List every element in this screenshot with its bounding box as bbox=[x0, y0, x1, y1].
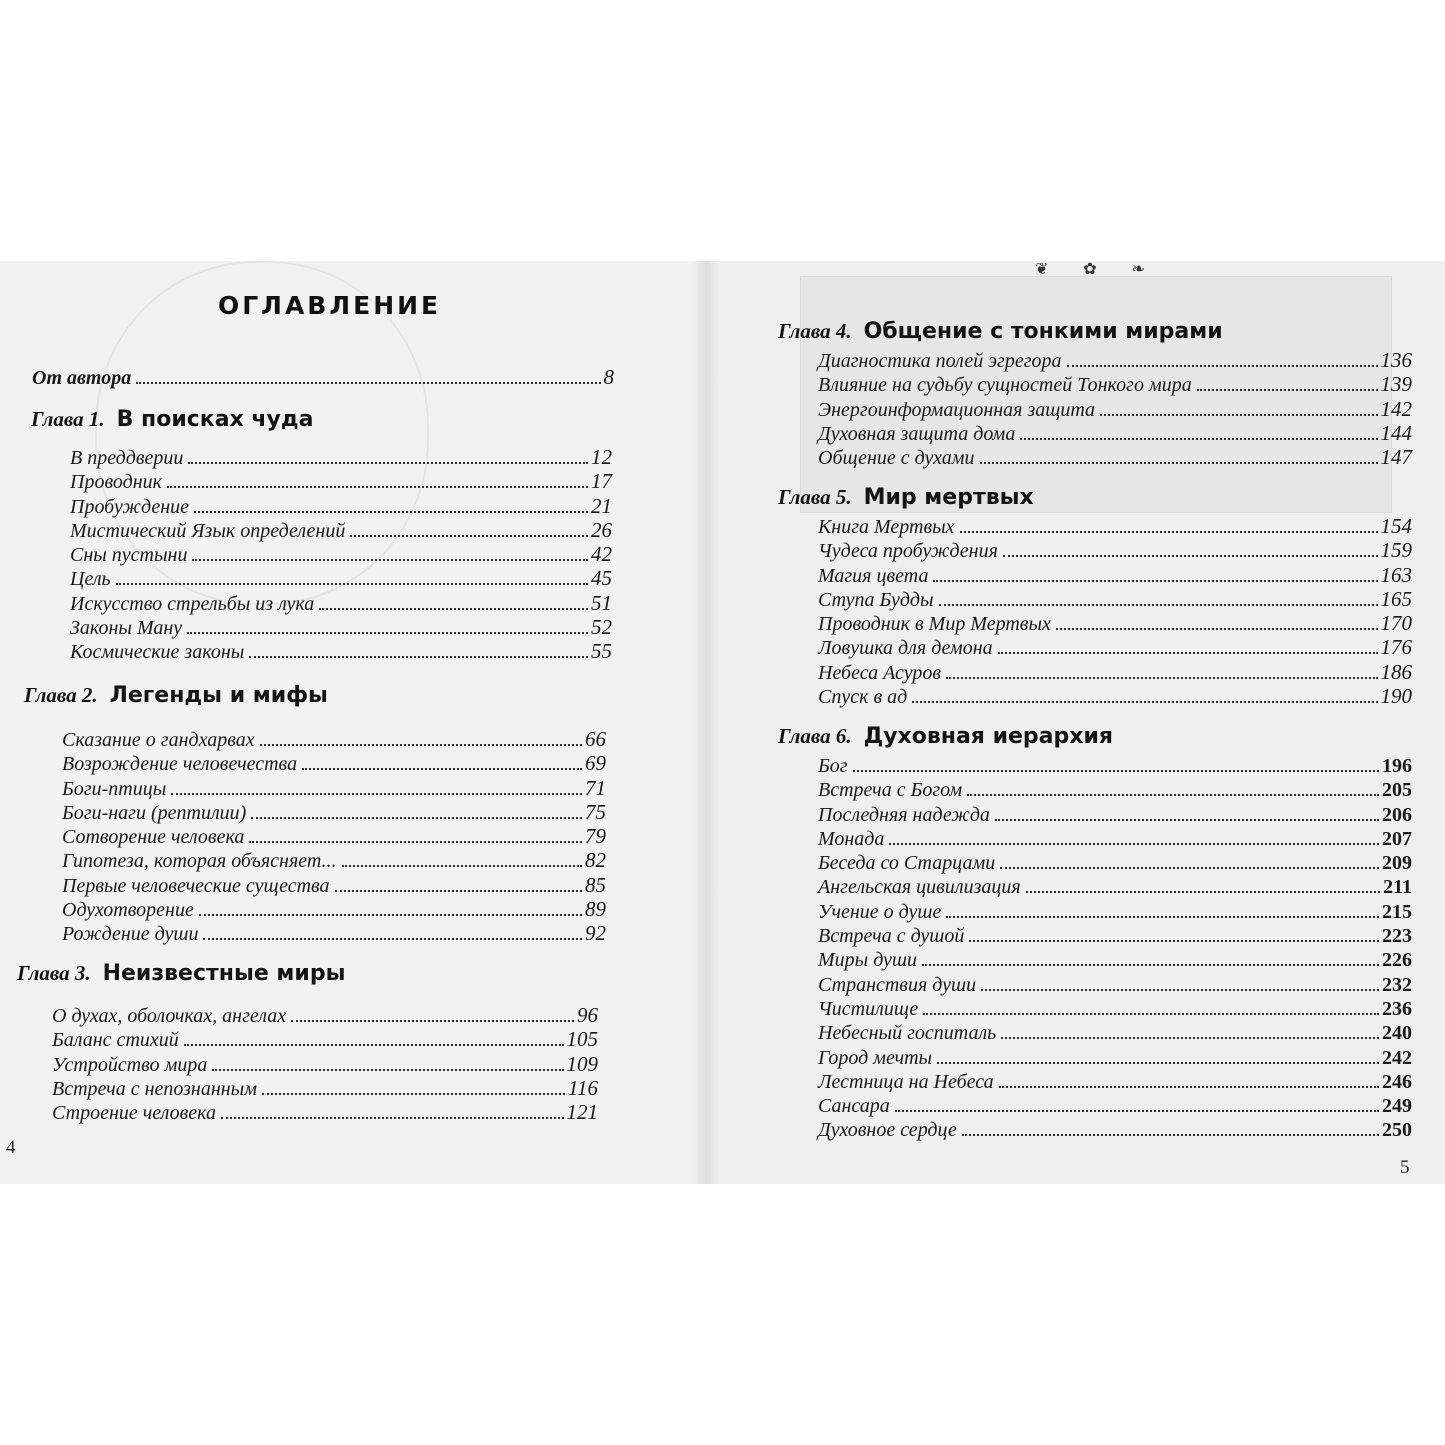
entry-title: Ловушка для демона bbox=[818, 637, 993, 660]
toc-entry[interactable] bbox=[62, 727, 606, 751]
entry-page: 226 bbox=[1382, 949, 1412, 972]
toc-entry[interactable] bbox=[818, 1021, 1412, 1045]
toc-entry[interactable] bbox=[818, 754, 1412, 778]
entry-page: 8 bbox=[603, 365, 614, 389]
toc-entry[interactable] bbox=[818, 997, 1412, 1021]
toc-entry[interactable] bbox=[818, 538, 1412, 562]
entry-page: 45 bbox=[591, 566, 612, 591]
entry-title: Сотворение человека bbox=[62, 826, 245, 849]
dot-leader bbox=[249, 656, 588, 658]
dot-leader bbox=[1197, 389, 1378, 391]
dot-leader bbox=[251, 817, 582, 819]
toc-entry[interactable] bbox=[818, 1046, 1412, 1070]
entry-title: Общение с духами bbox=[818, 447, 975, 470]
entry-title: Беседа со Старцами bbox=[818, 852, 996, 875]
entry-page: 170 bbox=[1380, 611, 1412, 636]
dot-leader bbox=[980, 462, 1378, 464]
entry-title: Боги-наги (рептилии) bbox=[62, 801, 247, 824]
entry-page: 105 bbox=[566, 1027, 598, 1052]
dot-leader bbox=[969, 940, 1379, 942]
toc-entry[interactable] bbox=[818, 900, 1412, 924]
dot-leader bbox=[933, 580, 1377, 582]
entry-title: Первые человеческие существа bbox=[62, 874, 330, 897]
toc-entry[interactable] bbox=[818, 973, 1412, 997]
chapter-entries bbox=[62, 727, 606, 946]
page-title: ОГЛАВЛЕНИЕ bbox=[218, 291, 442, 320]
dot-leader bbox=[895, 1110, 1379, 1112]
chapter-entries bbox=[52, 1003, 598, 1124]
entry-page: 186 bbox=[1380, 659, 1412, 684]
entry-page: 246 bbox=[1382, 1070, 1412, 1093]
entry-title: Строение человека bbox=[52, 1102, 217, 1125]
entry-page: 207 bbox=[1382, 827, 1412, 850]
toc-entry[interactable] bbox=[818, 372, 1412, 396]
entry-page: 176 bbox=[1380, 635, 1412, 660]
entry-title: Духовная защита дома bbox=[818, 422, 1016, 445]
chapter-heading[interactable] bbox=[17, 961, 345, 986]
chapter-name: Неизвестные миры bbox=[102, 961, 346, 986]
dot-leader bbox=[171, 793, 582, 795]
entry-page: 190 bbox=[1380, 684, 1412, 709]
book-gutter bbox=[690, 261, 720, 1184]
page-number: 5 bbox=[1400, 1157, 1410, 1178]
dot-leader bbox=[184, 1044, 564, 1046]
chapter-label: Глава 3. bbox=[17, 961, 91, 985]
entry-page: 96 bbox=[577, 1003, 598, 1027]
entry-page: 51 bbox=[591, 590, 612, 615]
entry-title: Духовное сердце bbox=[818, 1119, 957, 1142]
chapter-name: Легенды и мифы bbox=[109, 683, 328, 708]
entry-page: 109 bbox=[566, 1051, 598, 1076]
dot-leader bbox=[1000, 867, 1379, 869]
chapter-entries bbox=[818, 754, 1412, 1143]
entry-page: 92 bbox=[585, 921, 606, 946]
entry-title: Диагностика полей эгрегора bbox=[818, 350, 1062, 372]
entry-title: Пробуждение bbox=[70, 495, 189, 518]
toc-entry[interactable] bbox=[818, 563, 1412, 587]
entry-title: Сказание о гандхарвах bbox=[62, 729, 255, 751]
dot-leader bbox=[167, 486, 588, 488]
entry-title: Чистилище bbox=[818, 997, 919, 1020]
dot-leader bbox=[1026, 891, 1380, 893]
dot-leader bbox=[136, 382, 600, 384]
entry-page: 211 bbox=[1383, 876, 1412, 899]
toc-entry[interactable] bbox=[818, 827, 1412, 851]
dot-leader bbox=[946, 916, 1379, 918]
dot-leader bbox=[962, 1134, 1379, 1136]
entry-title: Книга Мертвых bbox=[818, 516, 955, 538]
entry-page: 26 bbox=[591, 517, 612, 542]
toc-entry[interactable] bbox=[70, 639, 612, 663]
toc-entry[interactable] bbox=[818, 1094, 1412, 1118]
entry-page: 89 bbox=[585, 897, 606, 922]
toc-entry[interactable] bbox=[70, 542, 612, 566]
entry-page: 85 bbox=[585, 872, 606, 897]
toc-entry[interactable] bbox=[818, 1118, 1412, 1142]
dot-leader bbox=[1100, 414, 1377, 416]
toc-entry[interactable] bbox=[62, 873, 606, 897]
entry-title: Устройство мира bbox=[52, 1053, 208, 1076]
chapter-label: Глава 6. bbox=[778, 724, 852, 748]
entry-page: 249 bbox=[1382, 1095, 1412, 1118]
entry-title: Гипотеза, которая объясняет... bbox=[62, 850, 337, 873]
entry-page: 69 bbox=[585, 751, 606, 776]
dot-leader bbox=[923, 1013, 1379, 1015]
entry-title: От автора bbox=[32, 367, 132, 389]
page-number: 4 bbox=[6, 1137, 16, 1158]
leaf-ornament-icon: ❧ bbox=[1131, 261, 1145, 278]
toc-entry[interactable] bbox=[818, 875, 1412, 899]
chapter-label: Глава 2. bbox=[24, 683, 98, 707]
chapter-label: Глава 1. bbox=[31, 407, 105, 431]
entry-page: 223 bbox=[1382, 925, 1412, 948]
entry-page: 215 bbox=[1382, 900, 1412, 923]
chapter-heading[interactable] bbox=[24, 683, 328, 708]
entry-page: 121 bbox=[566, 1100, 598, 1125]
entry-title: Чудеса пробуждения bbox=[818, 540, 998, 563]
dot-leader bbox=[967, 794, 1379, 796]
dot-leader bbox=[937, 1062, 1379, 1064]
entry-page: 236 bbox=[1382, 997, 1412, 1020]
toc-entry[interactable] bbox=[70, 615, 612, 639]
entry-title: Законы Ману bbox=[70, 617, 183, 640]
entry-title: Встреча с непознанным bbox=[52, 1077, 257, 1100]
entry-page: 209 bbox=[1382, 852, 1412, 875]
entry-title: В преддверии bbox=[70, 447, 184, 469]
entry-page: 75 bbox=[585, 799, 606, 824]
entry-page: 242 bbox=[1382, 1046, 1412, 1069]
toc-entry[interactable] bbox=[62, 751, 606, 775]
entry-title: Баланс стихий bbox=[52, 1029, 179, 1052]
entry-title: Боги-птицы bbox=[62, 777, 167, 800]
entry-title: Сансара bbox=[818, 1095, 890, 1118]
entry-title: Учение о душе bbox=[818, 900, 942, 923]
chapter-name: Мир мертвых bbox=[863, 485, 1034, 510]
chapter-label: Глава 4. bbox=[778, 319, 852, 343]
toc-entry[interactable] bbox=[818, 421, 1412, 445]
toc-entry[interactable] bbox=[818, 684, 1412, 708]
entry-page: 12 bbox=[591, 445, 612, 469]
entry-title: Ступа Будды bbox=[818, 588, 934, 611]
toc-entry[interactable] bbox=[62, 824, 606, 848]
entry-title: Бог bbox=[818, 755, 848, 777]
entry-page: 165 bbox=[1380, 586, 1412, 611]
dot-leader bbox=[260, 744, 582, 746]
entry-title: Монада bbox=[818, 827, 885, 850]
toc-entry[interactable] bbox=[818, 660, 1412, 684]
dot-leader bbox=[262, 1093, 565, 1095]
toc-entry[interactable] bbox=[818, 587, 1412, 611]
leaf-ornament-icon: ❦ bbox=[1035, 261, 1049, 278]
dot-leader bbox=[249, 841, 582, 843]
entry-page: 147 bbox=[1380, 445, 1412, 470]
dot-leader bbox=[1003, 555, 1378, 557]
dot-leader bbox=[199, 914, 582, 916]
dot-leader bbox=[912, 701, 1377, 703]
entry-title: Мистический Язык определений bbox=[70, 519, 346, 542]
toc-entry[interactable] bbox=[62, 776, 606, 800]
entry-page: 71 bbox=[585, 775, 606, 800]
entry-page: 250 bbox=[1382, 1119, 1412, 1142]
entry-page: 144 bbox=[1380, 420, 1412, 445]
entry-page: 66 bbox=[585, 727, 606, 751]
entry-title: Магия цвета bbox=[818, 564, 929, 587]
toc-entry[interactable] bbox=[818, 851, 1412, 875]
toc-entry[interactable] bbox=[818, 1070, 1412, 1094]
left-page bbox=[0, 261, 705, 1184]
entry-page: 205 bbox=[1382, 779, 1412, 802]
chapter-heading[interactable] bbox=[778, 485, 1034, 510]
toc-entry[interactable] bbox=[818, 514, 1412, 538]
chapter-heading[interactable] bbox=[31, 407, 313, 432]
toc-entry[interactable] bbox=[70, 494, 612, 518]
dot-leader bbox=[188, 462, 588, 464]
entry-page: 159 bbox=[1380, 538, 1412, 563]
entry-title: Встреча с душой bbox=[818, 925, 965, 948]
dot-leader bbox=[221, 1117, 563, 1119]
toc-entry[interactable] bbox=[52, 1003, 598, 1027]
entry-page: 232 bbox=[1382, 973, 1412, 996]
toc-entry[interactable] bbox=[62, 921, 606, 945]
toc-entry[interactable] bbox=[62, 897, 606, 921]
dot-leader bbox=[212, 1069, 563, 1071]
toc-entry[interactable] bbox=[818, 778, 1412, 802]
chapter-entries bbox=[70, 445, 612, 664]
dot-leader bbox=[1020, 438, 1377, 440]
dot-leader bbox=[350, 535, 588, 537]
dot-leader bbox=[335, 890, 582, 892]
right-page bbox=[705, 261, 1445, 1184]
entry-page: 79 bbox=[585, 824, 606, 849]
toc-entry[interactable] bbox=[70, 445, 612, 469]
entry-page: 139 bbox=[1380, 372, 1412, 397]
entry-title: Встреча с Богом bbox=[818, 779, 963, 802]
dot-leader bbox=[853, 770, 1379, 772]
dot-leader bbox=[995, 819, 1379, 821]
chapter-heading[interactable] bbox=[778, 319, 1223, 344]
dot-leader bbox=[939, 604, 1378, 606]
toc-entry[interactable] bbox=[70, 518, 612, 542]
dot-leader bbox=[187, 632, 588, 634]
entry-page: 136 bbox=[1380, 348, 1412, 372]
toc-entry[interactable] bbox=[818, 348, 1412, 372]
toc-entry[interactable] bbox=[70, 566, 612, 590]
dot-leader bbox=[192, 559, 588, 561]
entry-title: Проводник bbox=[70, 471, 162, 494]
entry-page: 163 bbox=[1380, 562, 1412, 587]
dot-leader bbox=[889, 843, 1379, 845]
toc-entry[interactable] bbox=[52, 1052, 598, 1076]
toc-entry[interactable] bbox=[818, 445, 1412, 469]
dot-leader bbox=[302, 768, 582, 770]
entry-page: 196 bbox=[1382, 755, 1412, 777]
entry-page: 206 bbox=[1382, 803, 1412, 826]
entry-title: Влияние на судьбу сущностей Тонкого мира bbox=[818, 374, 1192, 397]
dot-leader bbox=[1067, 365, 1378, 367]
dot-leader bbox=[342, 865, 582, 867]
entry-title: Странствия души bbox=[818, 973, 977, 996]
entry-title: О духах, оболочках, ангелах bbox=[52, 1005, 287, 1027]
dot-leader bbox=[319, 608, 588, 610]
toc-entry[interactable] bbox=[818, 803, 1412, 827]
entry-page: 21 bbox=[591, 493, 612, 518]
dot-leader bbox=[998, 652, 1378, 654]
toc-entry[interactable] bbox=[70, 469, 612, 493]
dot-leader bbox=[203, 938, 582, 940]
entry-page: 82 bbox=[585, 848, 606, 873]
dot-leader bbox=[999, 1086, 1379, 1088]
chapter-heading[interactable] bbox=[778, 724, 1113, 749]
entry-title: Искусство стрельбы из лука bbox=[70, 592, 315, 615]
entry-page: 240 bbox=[1382, 1022, 1412, 1045]
entry-page: 154 bbox=[1380, 514, 1412, 538]
chapter-name: Общение с тонкими мирами bbox=[863, 319, 1223, 344]
entry-title: Проводник в Мир Мертвых bbox=[818, 613, 1051, 636]
dot-leader bbox=[946, 677, 1377, 679]
dot-leader bbox=[1001, 1037, 1379, 1039]
toc-entry[interactable] bbox=[818, 948, 1412, 972]
chapter-entries bbox=[818, 514, 1412, 708]
toc-entry[interactable] bbox=[818, 635, 1412, 659]
entry-page: 142 bbox=[1380, 396, 1412, 421]
entry-title: Рождение души bbox=[62, 923, 199, 946]
entry-title: Спуск в ад bbox=[818, 686, 908, 709]
chapter-name: Духовная иерархия bbox=[863, 724, 1113, 749]
entry-title: Цель bbox=[70, 568, 111, 591]
dot-leader bbox=[291, 1020, 574, 1022]
entry-title: Небесный госпиталь bbox=[818, 1022, 997, 1045]
intro-list bbox=[32, 365, 614, 389]
dot-leader bbox=[960, 531, 1378, 533]
toc-entry[interactable] bbox=[62, 848, 606, 872]
entry-title: Энергоинформационная защита bbox=[818, 398, 1096, 421]
flower-ornament-icon: ✿ bbox=[1083, 261, 1097, 278]
entry-page: 55 bbox=[591, 639, 612, 664]
entry-title: Миры души bbox=[818, 949, 918, 972]
toc-entry[interactable] bbox=[818, 611, 1412, 635]
toc-entry[interactable] bbox=[32, 365, 614, 389]
entry-page: 116 bbox=[568, 1075, 598, 1100]
entry-page: 52 bbox=[591, 615, 612, 640]
ornament bbox=[1035, 261, 1145, 277]
entry-title: Небеса Асуров bbox=[818, 661, 942, 684]
dot-leader bbox=[981, 989, 1379, 991]
entry-page: 17 bbox=[591, 469, 612, 494]
book-spread bbox=[0, 261, 1445, 1184]
toc-entry[interactable] bbox=[818, 924, 1412, 948]
chapter-label: Глава 5. bbox=[778, 485, 852, 509]
entry-title: Ангельская цивилизация bbox=[818, 876, 1021, 899]
entry-title: Космические законы bbox=[70, 641, 245, 664]
toc-entry[interactable] bbox=[52, 1100, 598, 1124]
dot-leader bbox=[922, 964, 1379, 966]
chapter-name: В поисках чуда bbox=[116, 407, 314, 432]
entry-title: Одухотворение bbox=[62, 899, 194, 922]
entry-title: Последняя надежда bbox=[818, 803, 990, 826]
dot-leader bbox=[1056, 628, 1378, 630]
dot-leader bbox=[194, 511, 588, 513]
toc-entry[interactable] bbox=[70, 591, 612, 615]
entry-title: Возрождение человечества bbox=[62, 753, 298, 776]
chapter-entries bbox=[818, 348, 1412, 469]
entry-title: Лестница на Небеса bbox=[818, 1070, 994, 1093]
dot-leader bbox=[116, 583, 588, 585]
entry-page: 42 bbox=[591, 542, 612, 567]
entry-title: Город мечты bbox=[818, 1046, 933, 1069]
toc-entry[interactable] bbox=[818, 397, 1412, 421]
entry-title: Сны пустыни bbox=[70, 544, 188, 567]
toc-entry[interactable] bbox=[52, 1027, 598, 1051]
toc-entry[interactable] bbox=[62, 800, 606, 824]
toc-entry[interactable] bbox=[52, 1076, 598, 1100]
